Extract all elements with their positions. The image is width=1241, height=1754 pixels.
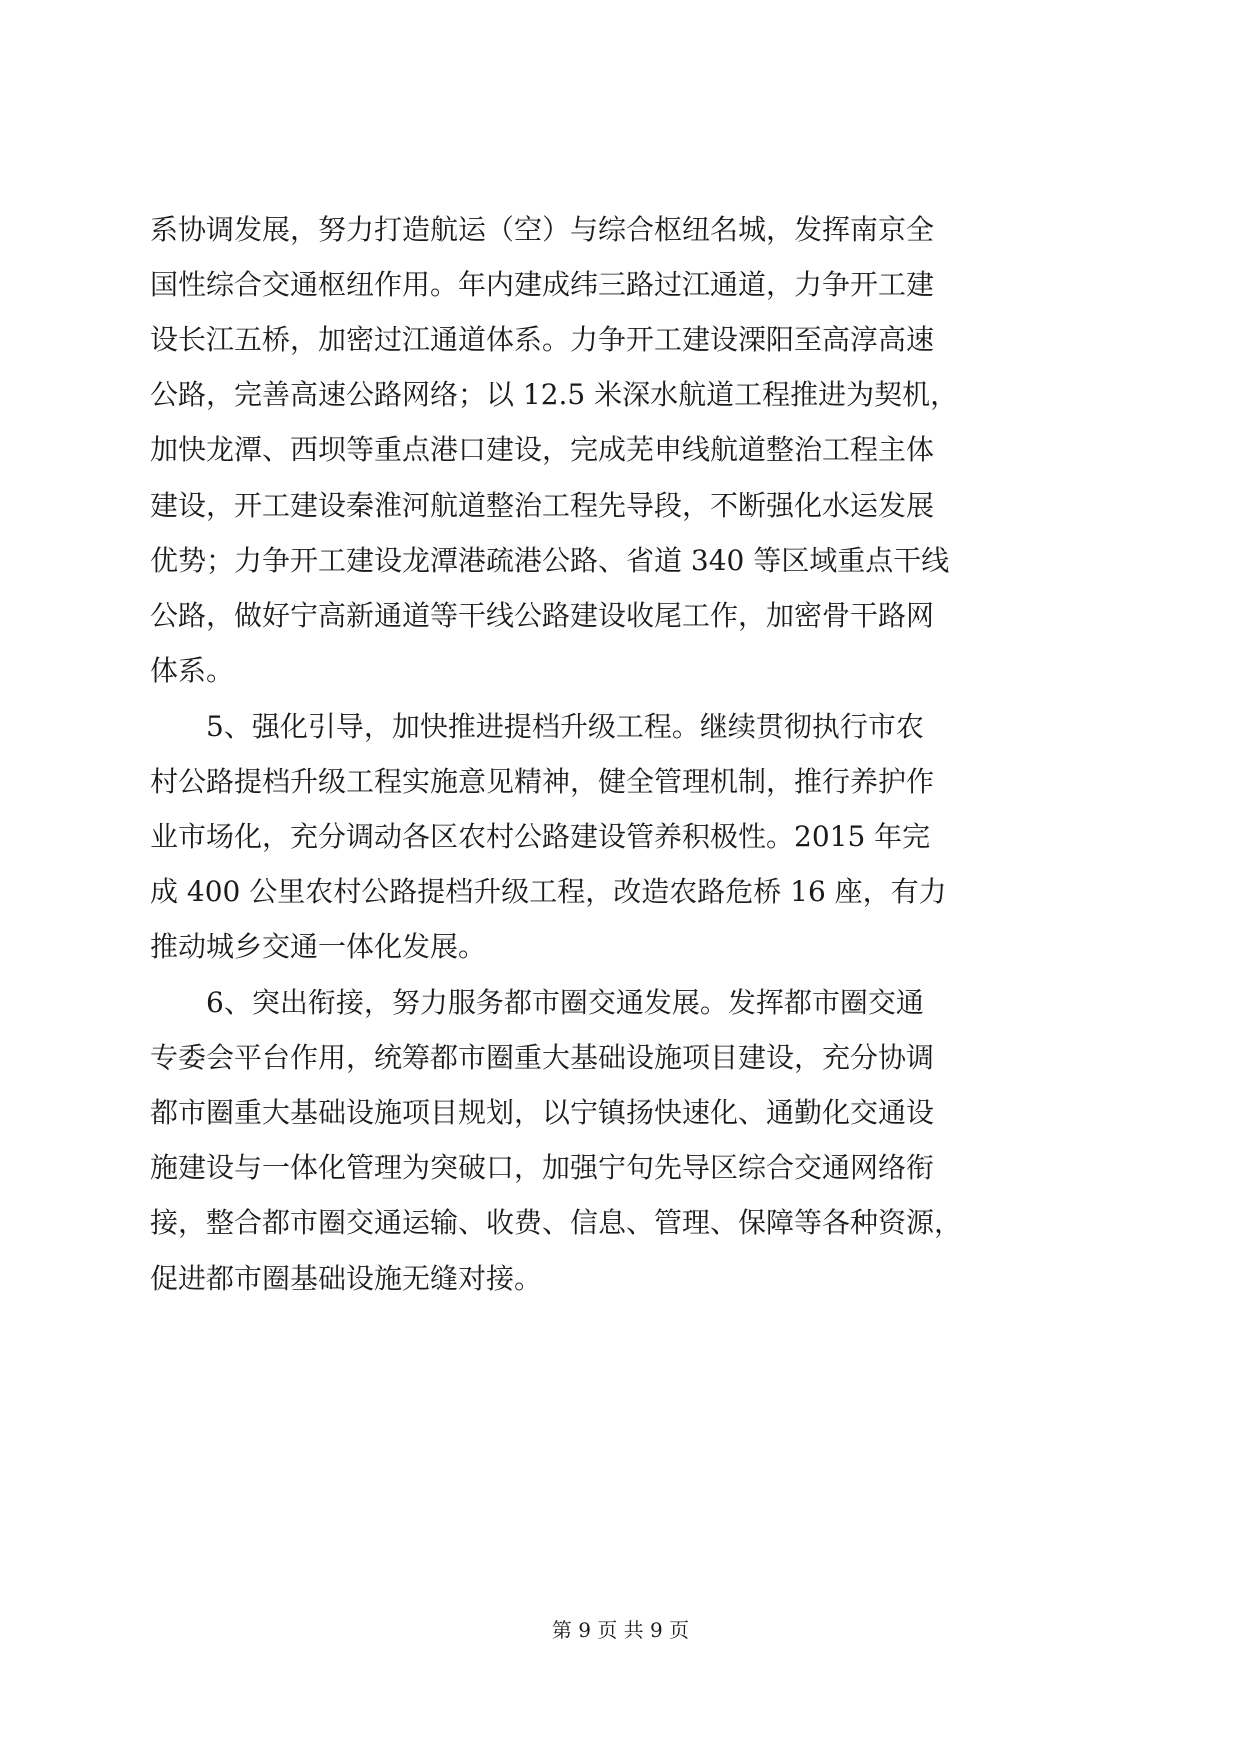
body-line: 设长江五桥，加密过江通道体系。力争开工建设溧阳至高淳高速: [150, 323, 935, 356]
body-line: 专委会平台作用，统筹都市圈重大基础设施项目建设，充分协调: [150, 1041, 935, 1074]
paragraph-5-line: 5、强化引导，加快推进提档升级工程。继续贯彻执行市农: [150, 710, 924, 743]
body-line: 接，整合都市圈交通运输、收费、信息、管理、保障等各种资源，: [150, 1206, 963, 1239]
paragraph-6-line: 6、突出衔接，努力服务都市圈交通发展。发挥都市圈交通: [150, 986, 924, 1019]
body-line: 都市圈重大基础设施项目规划，以宁镇扬快速化、通勤化交通设: [150, 1096, 935, 1129]
body-line: 加快龙潭、西坝等重点港口建设，完成芜申线航道整治工程主体: [150, 433, 935, 466]
body-line: 业市场化，充分调动各区农村公路建设管养积极性。2015 年完: [150, 820, 931, 853]
body-line: 体系。: [150, 654, 235, 687]
body-line: 村公路提档升级工程实施意见精神，健全管理机制，推行养护作: [150, 765, 935, 798]
page-number-footer: 第 9 页 共 9 页: [551, 1618, 690, 1642]
body-line: 公路，完善高速公路网络；以 12.5 米深水航道工程推进为契机，: [150, 378, 959, 411]
body-line: 建设，开工建设秦淮河航道整治工程先导段，不断强化水运发展: [150, 489, 935, 522]
body-line: 推动城乡交通一体化发展。: [150, 930, 487, 963]
body-line: 国性综合交通枢纽作用。年内建成纬三路过江通道，力争开工建: [150, 268, 935, 301]
body-line: 施建设与一体化管理为突破口，加强宁句先导区综合交通网络衔: [150, 1151, 935, 1184]
body-line: 成 400 公里农村公路提档升级工程，改造农路危桥 16 座，有力: [150, 875, 947, 908]
body-line: 促进都市圈基础设施无缝对接。: [150, 1262, 543, 1295]
body-line: 系协调发展，努力打造航运（空）与综合枢纽名城，发挥南京全: [150, 213, 935, 246]
body-line: 优势；力争开工建设龙潭港疏港公路、省道 340 等区域重点干线: [150, 544, 950, 577]
body-line: 公路，做好宁高新通道等干线公路建设收尾工作，加密骨干路网: [150, 599, 935, 632]
